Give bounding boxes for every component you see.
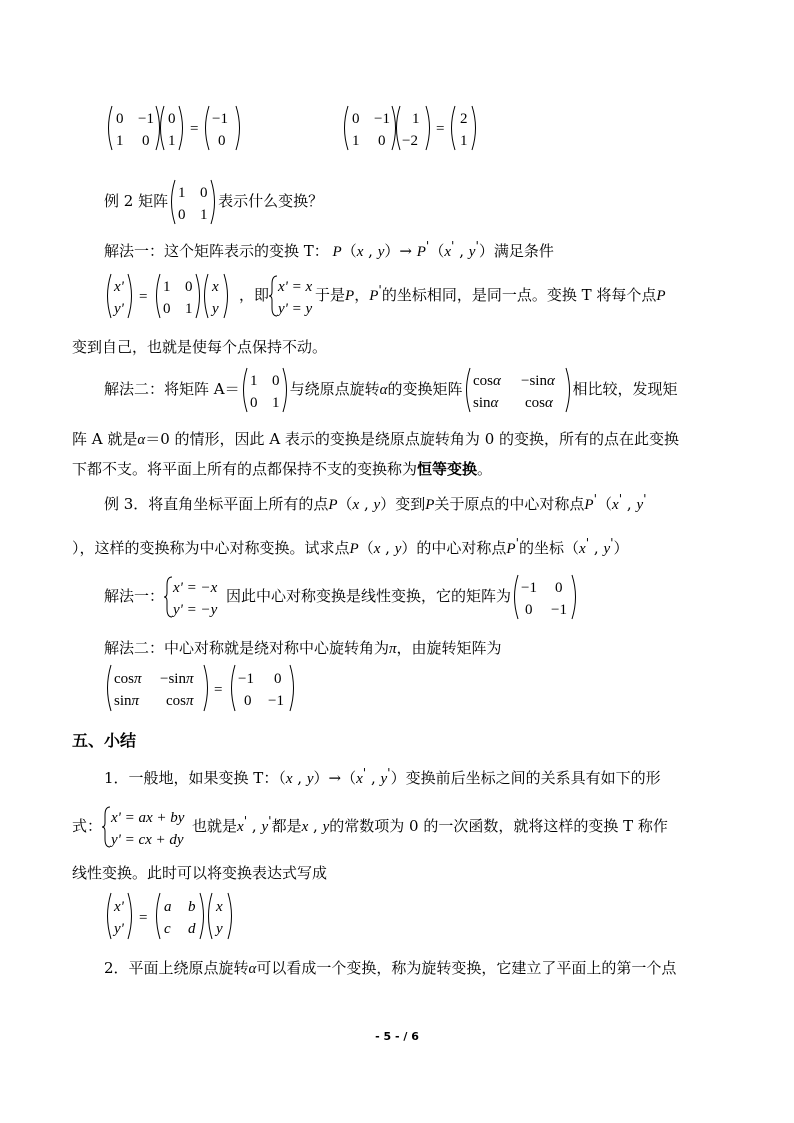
svg-text:cosα: cosα bbox=[524, 395, 553, 411]
summary-heading: 五、小结 bbox=[72, 731, 137, 750]
example3-line1: 例 3．将直角坐标平面上所有的点P（x , y）变到P关于原点的中心对称点P'（x' , y' bbox=[104, 491, 647, 513]
summary-p2-a: 2．平面上绕原点旋转 bbox=[104, 959, 249, 977]
transform-equation bbox=[104, 272, 239, 320]
example2-sol2-line3 bbox=[72, 459, 492, 479]
svg-text:0: 0 bbox=[378, 133, 386, 149]
ex3-line2-b: 的中心对称点 bbox=[416, 539, 507, 557]
svg-text:−1: −1 bbox=[268, 693, 284, 709]
svg-text:cosπ: cosπ bbox=[114, 671, 142, 687]
ex3-sol1-a: 解法一： bbox=[104, 587, 165, 605]
svg-text:0: 0 bbox=[116, 111, 124, 127]
svg-text:0: 0 bbox=[352, 111, 360, 127]
svg-text:sinπ: sinπ bbox=[114, 693, 140, 709]
svg-text:y' = −y: y' = −y bbox=[173, 602, 218, 618]
svg-text:1: 1 bbox=[352, 133, 360, 149]
svg-text:1: 1 bbox=[178, 185, 186, 201]
svg-text:y: y bbox=[212, 301, 219, 317]
svg-text:1: 1 bbox=[200, 207, 208, 223]
svg-text:x' = −x: x' = −x bbox=[173, 580, 218, 596]
example2-sol2-line2: 阵 A 就是α＝0 的情形，因此 A 表示的变换是绕原点旋转角为 0 的变换，所有的点在此变换 bbox=[72, 430, 680, 448]
example2-suffix: 表示什么变换？ bbox=[218, 192, 324, 210]
sol2-line2-b: ＝0 的情形，因此 A 表示的变换是绕原点旋转角为 0 的变换，所有的点在此变换 bbox=[145, 430, 680, 448]
ex3-sol2-b: ，由旋转矩阵为 bbox=[396, 639, 502, 657]
svg-text:−1: −1 bbox=[521, 580, 537, 596]
svg-text:0: 0 bbox=[185, 279, 193, 295]
svg-text:d: d bbox=[188, 921, 196, 937]
svg-text:cosα: cosα bbox=[472, 373, 501, 389]
svg-text:0: 0 bbox=[525, 602, 533, 618]
sol2-d: 相比较，发现矩 bbox=[572, 380, 678, 398]
identity-matrix bbox=[168, 178, 218, 226]
svg-text:x' = x: x' = x bbox=[278, 279, 313, 295]
svg-text:0: 0 bbox=[555, 580, 563, 596]
svg-text:b: b bbox=[188, 899, 196, 915]
svg-text:x': x' bbox=[114, 899, 124, 915]
svg-text:−1: −1 bbox=[374, 111, 390, 127]
svg-text:0: 0 bbox=[249, 395, 258, 411]
svg-text:x: x bbox=[212, 279, 219, 295]
sol1-text: 解法一：这个矩阵表示的变换 T： bbox=[104, 242, 329, 260]
brace-system-1 bbox=[269, 272, 315, 320]
summary-p1-line2: 式： x' = ax + by y' = cx + dy 也就是x' , y'都是x , y的常数项为 0 的一次函数，就将这样的变换 T 称作 bbox=[72, 803, 668, 851]
svg-text:0: 0 bbox=[168, 111, 176, 127]
ex3-c: 关于原点的中心对称点 bbox=[434, 495, 585, 513]
sol2-line2-a: 阵 A 就是 bbox=[72, 430, 138, 448]
example3-sol1 bbox=[104, 573, 579, 621]
matrix-A bbox=[240, 366, 290, 414]
summary-p1-line1: 1．一般地，如果变换 T：（x , y）→（x' , y'）变换前后坐标之间的关系具有如下的形 bbox=[104, 765, 661, 787]
svg-text:cosπ: cosπ bbox=[166, 693, 194, 709]
sol2-c: 的变换矩阵 bbox=[387, 380, 463, 398]
svg-text:−1: −1 bbox=[138, 111, 154, 127]
sol2-b: 与绕原点旋转 bbox=[289, 380, 380, 398]
svg-text:−sinπ: −sinπ bbox=[160, 671, 194, 687]
summary-p1-line3: 线性变换。此时可以将变换表达式写成 bbox=[72, 864, 328, 882]
identity-transform-term: 恒等变换 bbox=[417, 460, 478, 478]
summary-p1-rest: 的常数项为 0 的一次函数，就将这样的变换 T 称作 bbox=[329, 817, 668, 835]
svg-text:c: c bbox=[164, 921, 171, 937]
summary-general-matrix bbox=[104, 891, 244, 946]
svg-text:x: x bbox=[216, 899, 223, 915]
example3-sol2: 解法二：中心对称就是绕对称中心旋转角为π，由旋转矩阵为 bbox=[104, 639, 502, 657]
svg-text:=: = bbox=[214, 682, 223, 698]
example2-sol1-line3: 变到自己，也就是使每个点保持不动。 bbox=[72, 338, 328, 356]
rotation-pi-equation bbox=[104, 663, 304, 713]
svg-text:=: = bbox=[139, 289, 148, 305]
sol2-a: 解法二：将矩阵 A＝ bbox=[104, 380, 240, 398]
svg-text:y' = cx + dy: y' = cx + dy bbox=[111, 832, 184, 848]
svg-text:y': y' bbox=[114, 921, 124, 937]
matrix-product-2 bbox=[340, 103, 490, 153]
svg-text:−1: −1 bbox=[212, 111, 228, 127]
summary-p1-also: 也就是 bbox=[192, 817, 238, 835]
matrix-product-1 bbox=[104, 103, 254, 153]
svg-text:0: 0 bbox=[142, 133, 150, 149]
svg-text:0: 0 bbox=[178, 207, 186, 223]
ex3-a: 例 3．将直角坐标平面上所有的点 bbox=[104, 495, 329, 513]
summary-p1-b: 变换前后坐标之间的关系具有如下的形 bbox=[405, 769, 661, 787]
example3-line2: ），这样的变换称为中心对称变换。试求点P（x , y）的中心对称点P'的坐标（x' , y'） bbox=[72, 535, 629, 557]
ex3-line2-c: 的坐标（ bbox=[519, 539, 580, 557]
ex3-b: 变到 bbox=[395, 495, 426, 513]
svg-text:0: 0 bbox=[200, 185, 208, 201]
brace-system-2 bbox=[164, 573, 226, 621]
general-linear-matrix bbox=[104, 891, 244, 941]
summary-p1-form: 式： bbox=[72, 817, 103, 835]
summary-p1-are: 都是 bbox=[271, 817, 302, 835]
example2-sol2-line1: 解法二：将矩阵 A＝ 1 0 0 1 与绕原点旋转α的变换矩阵 cosα −sinα sinα cosα 相比较，发现矩 bbox=[104, 366, 678, 414]
svg-text:0: 0 bbox=[274, 671, 282, 687]
example2-prefix: 例 2 矩阵 bbox=[104, 192, 169, 210]
svg-text:=: = bbox=[139, 910, 148, 926]
svg-text:0: 0 bbox=[163, 301, 171, 317]
svg-text:1: 1 bbox=[163, 279, 171, 295]
svg-text:y: y bbox=[216, 921, 223, 937]
svg-text:y': y' bbox=[114, 301, 124, 317]
summary-p2: 2．平面上绕原点旋转α可以看成一个变换，称为旋转变换，它建立了平面上的第一个点 bbox=[104, 959, 677, 977]
svg-text:x' = ax + by: x' = ax + by bbox=[111, 810, 185, 826]
example2-title bbox=[104, 178, 323, 226]
svg-text:x': x' bbox=[114, 279, 124, 295]
sol2-line3-end: 。 bbox=[477, 460, 493, 478]
example2-sol1-line1: 解法一：这个矩阵表示的变换 T： P（x , y）→ P'（x' , y'）满足条件 bbox=[104, 238, 554, 260]
ex3-sol1-b: 因此中心对称变换是线性变换，它的矩阵为 bbox=[226, 587, 512, 605]
svg-text:0: 0 bbox=[271, 373, 280, 389]
svg-text:−1: −1 bbox=[238, 671, 254, 687]
svg-text:1: 1 bbox=[412, 111, 420, 127]
svg-text:1: 1 bbox=[271, 395, 280, 411]
rotation-matrix bbox=[463, 366, 573, 414]
svg-text:1: 1 bbox=[249, 373, 258, 389]
page-number: - 5 - / 6 bbox=[375, 1030, 419, 1043]
svg-text:0: 0 bbox=[218, 133, 226, 149]
sol1-satisfy: 满足条件 bbox=[493, 242, 554, 260]
matrix-equation-1 bbox=[104, 103, 254, 158]
svg-text:sinα: sinα bbox=[472, 395, 498, 411]
summary-p1-a: 1．一般地，如果变换 T： bbox=[104, 769, 279, 787]
sol1-end2: 的坐标相同，是同一点。变换 T 将每个点 bbox=[381, 286, 657, 304]
svg-text:0: 0 bbox=[244, 693, 252, 709]
svg-text:=: = bbox=[436, 121, 445, 137]
svg-text:y' = y: y' = y bbox=[278, 301, 313, 317]
svg-text:−1: −1 bbox=[551, 602, 567, 618]
svg-text:1: 1 bbox=[185, 301, 193, 317]
linear-system bbox=[102, 803, 192, 851]
svg-text:−2: −2 bbox=[402, 133, 418, 149]
ex3-line2-a: ），这样的变换称为中心对称变换。试求点 bbox=[72, 539, 350, 557]
svg-text:a: a bbox=[164, 899, 172, 915]
central-symmetry-matrix bbox=[511, 573, 579, 621]
svg-text:1: 1 bbox=[168, 133, 176, 149]
ex3-sol2-a: 解法二：中心对称就是绕对称中心旋转角为 bbox=[104, 639, 390, 657]
svg-text:−sinα: −sinα bbox=[520, 373, 555, 389]
sol1-mid: ，即 bbox=[239, 286, 270, 304]
example3-rotation-pi bbox=[104, 663, 304, 718]
svg-text:1: 1 bbox=[460, 133, 468, 149]
matrix-equation-2 bbox=[340, 103, 490, 158]
svg-text:=: = bbox=[190, 121, 199, 137]
example2-sol1-line2: x' y' = 1 0 0 1 x y ，即 x' = x y' = y 于是P，P'的坐标相同，是同一点。变换 T 将每个点P bbox=[104, 272, 666, 320]
summary-p2-b: 可以看成一个变换，称为旋转变换，它建立了平面上的第一个点 bbox=[256, 959, 677, 977]
sol2-line3-a: 下都不支。将平面上所有的点都保持不支的变换称为 bbox=[72, 460, 418, 478]
sol1-end: 于是 bbox=[315, 286, 346, 304]
svg-text:1: 1 bbox=[116, 133, 124, 149]
svg-text:2: 2 bbox=[460, 111, 468, 127]
